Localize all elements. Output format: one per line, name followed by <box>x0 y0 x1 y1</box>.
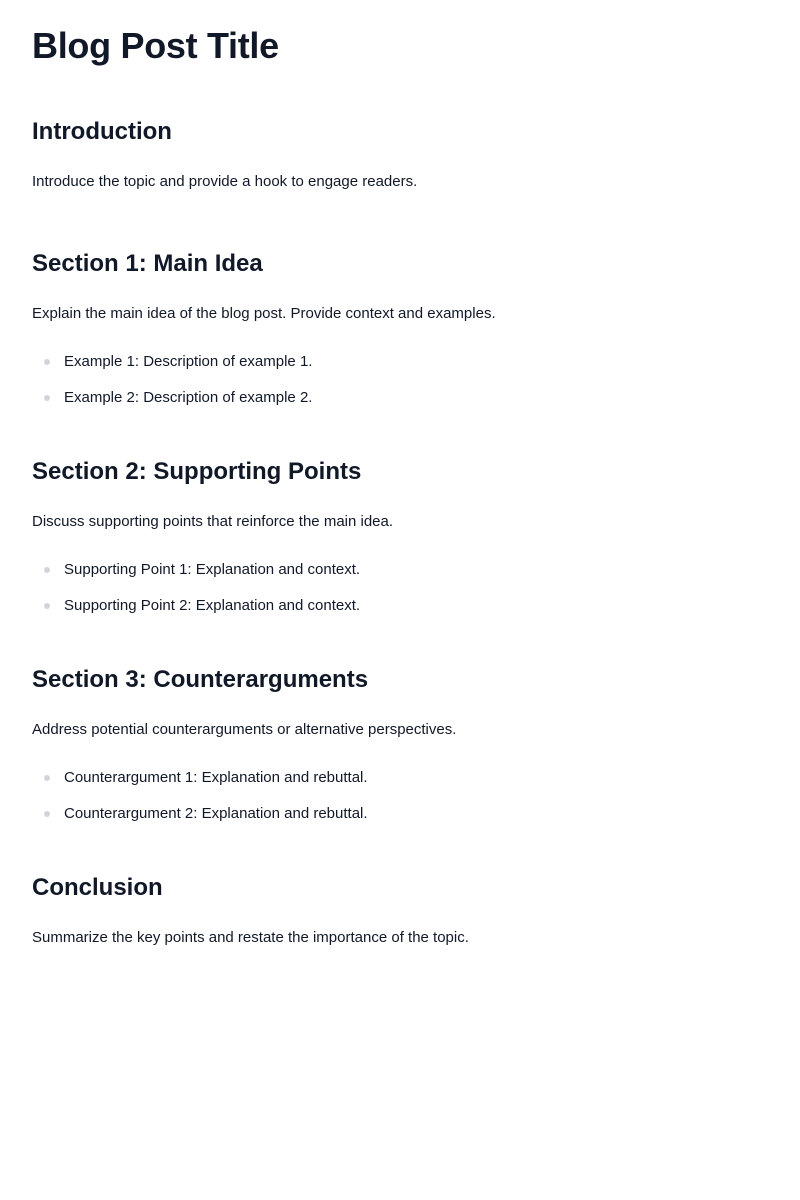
list-item-text: Example 2: Description of example 2. <box>64 389 313 406</box>
section-paragraph: Address potential counterarguments or alternative perspectives. <box>32 721 457 738</box>
bullet-dot-icon <box>44 811 50 817</box>
section-heading: Introduction <box>32 118 172 145</box>
section-paragraph: Explain the main idea of the blog post. Provide context and examples. <box>32 305 496 322</box>
list-item <box>32 350 768 374</box>
bullet-dot-icon <box>44 395 50 401</box>
section-heading: Conclusion <box>32 874 163 901</box>
section-main-idea <box>32 248 768 410</box>
bullet-dot-icon <box>44 775 50 781</box>
bullet-list <box>32 350 768 410</box>
section-paragraph: Discuss supporting points that reinforce the main idea. <box>32 513 394 530</box>
section-paragraph: Introduce the topic and provide a hook to engage readers. <box>32 173 418 190</box>
section-paragraph: Summarize the key points and restate the importance of the topic. <box>32 929 469 946</box>
list-item <box>32 766 768 790</box>
bullet-list <box>32 558 768 618</box>
section-heading: Section 2: Supporting Points <box>32 458 362 485</box>
list-item-text: Counterargument 1: Explanation and rebuttal. <box>64 769 368 786</box>
bullet-dot-icon <box>44 603 50 609</box>
list-item-text: Supporting Point 2: Explanation and context. <box>64 597 361 614</box>
bullet-list <box>32 766 768 826</box>
section-heading: Section 3: Counterarguments <box>32 666 369 693</box>
list-item <box>32 386 768 410</box>
list-item <box>32 558 768 582</box>
list-item <box>32 802 768 826</box>
section-introduction <box>32 116 768 194</box>
section-counterarguments <box>32 664 768 826</box>
list-item-text: Example 1: Description of example 1. <box>64 353 313 370</box>
list-item-text: Counterargument 2: Explanation and rebuttal. <box>64 805 368 822</box>
list-item <box>32 594 768 618</box>
section-heading: Section 1: Main Idea <box>32 250 263 277</box>
bullet-dot-icon <box>44 567 50 573</box>
list-item-text: Supporting Point 1: Explanation and context. <box>64 561 361 578</box>
section-supporting-points <box>32 456 768 618</box>
section-conclusion <box>32 872 768 950</box>
page-title: Blog Post Title <box>32 25 279 66</box>
bullet-dot-icon <box>44 359 50 365</box>
